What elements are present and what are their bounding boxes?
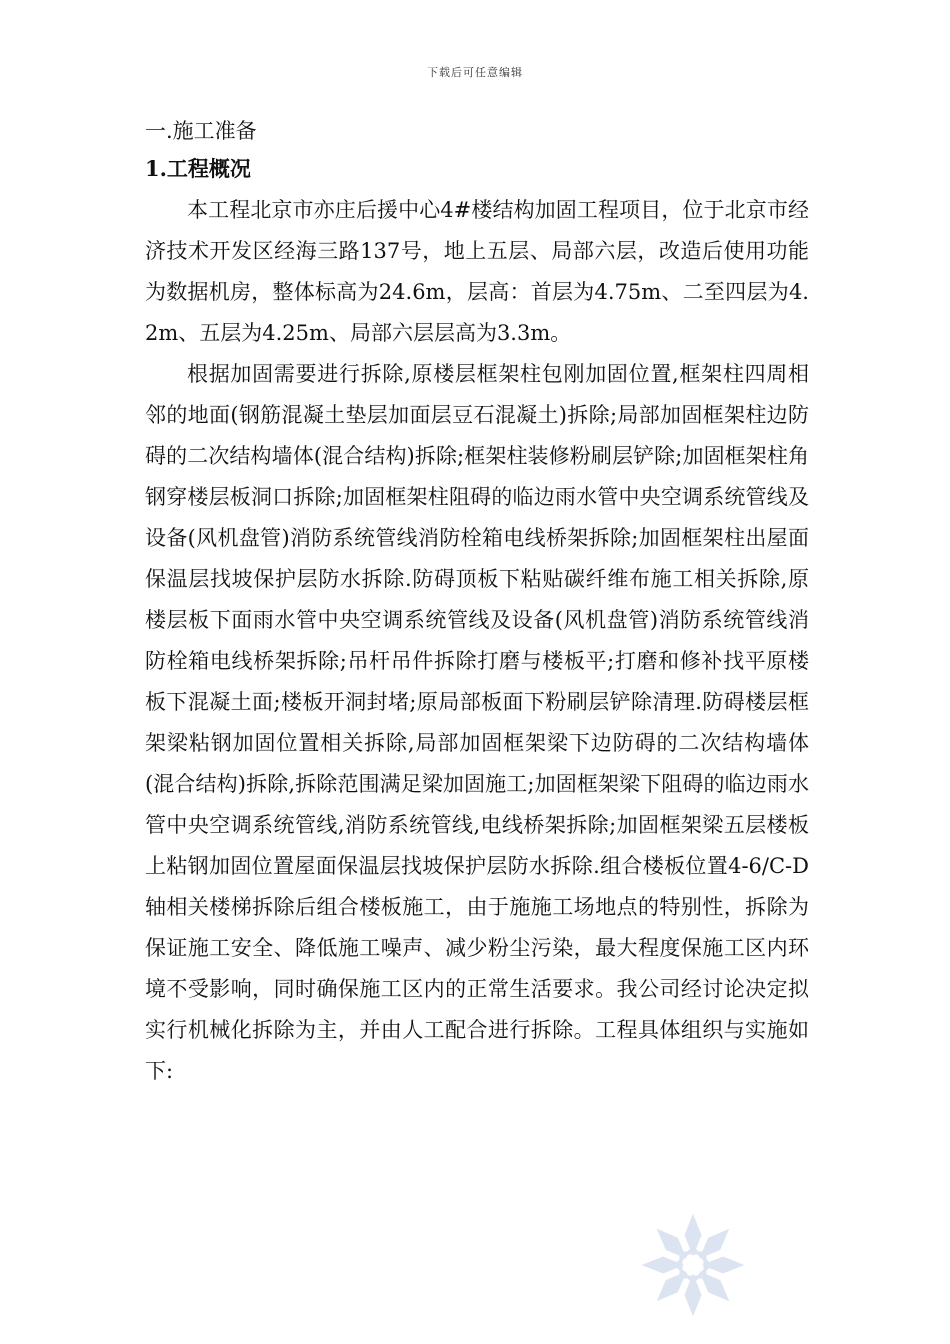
snowflake-logo-icon <box>638 1210 748 1320</box>
section-title: 一.施工准备 <box>145 119 257 143</box>
document-body <box>145 112 809 1092</box>
paragraph-overview: 本工程北京市亦庄后援中心4#楼结构加固工程项目，位于北京市经济技术开发区经海三路137号，地上五层、局部六层，改造后使用功能为数据机房，整体标高为24.6m，层高：首层为4.75m、二至四层为4.2m、五层为4.25m、局部六层层高为3.3m。 <box>145 198 809 345</box>
paragraph-demolition: 根据加固需要进行拆除,原楼层框架柱包刚加固位置,框架柱四周相邻的地面(钢筋混凝土垫层加面层豆石混凝土)拆除;局部加固框架柱边防碍的二次结构墙体(混合结构)拆除;框架柱装修粉刷层铲除;加固框架柱角钢穿楼层板洞口拆除;加固框架柱阻碍的临边雨水管中央空调系统管线及设备(风机盘管)消防系统管线消防栓箱电线桥架拆除;加固框架柱出屋面保温层找坡保护层防水拆除.防碍顶板下粘贴碳纤维布施工相关拆除,原楼层板下面雨水管中央空调系统管线及设备(风机盘管)消防系统管线消防栓箱电线桥架拆除;吊杆吊件拆除打磨与楼板平;打磨和修补找平原楼板下混凝土面;楼板开洞封堵;原局部板面下粉刷层铲除清理.防碍楼层框架梁粘钢加固位置相关拆除,局部加固框架梁下边防碍的二次结构墙体(混合结构)拆除,拆除范围满足梁加固施工;加固框架梁下阻碍的临边雨水管中央空调系统管线,消防系统管线,电线桥架拆除;加固框架梁五层楼板上粘钢加固位置屋面保温层找坡保护层防水拆除.组合楼板位置4-6/C-D轴相关楼梯拆除后组合楼板施工，由于施施工场地点的特别性，拆除为保证施工安全、降低施工噪声、减少粉尘污染，最大程度保施工区内环境不受影响，同时确保施工区内的正常生活要求。我公司经讨论决定拟实行机械化拆除为主，并由人工配合进行拆除。工程具体组织与实施如下: <box>145 362 809 1083</box>
sub-title: 1.工程概况 <box>145 156 251 181</box>
page-header-note: 下载后可任意编辑 <box>427 66 523 79</box>
